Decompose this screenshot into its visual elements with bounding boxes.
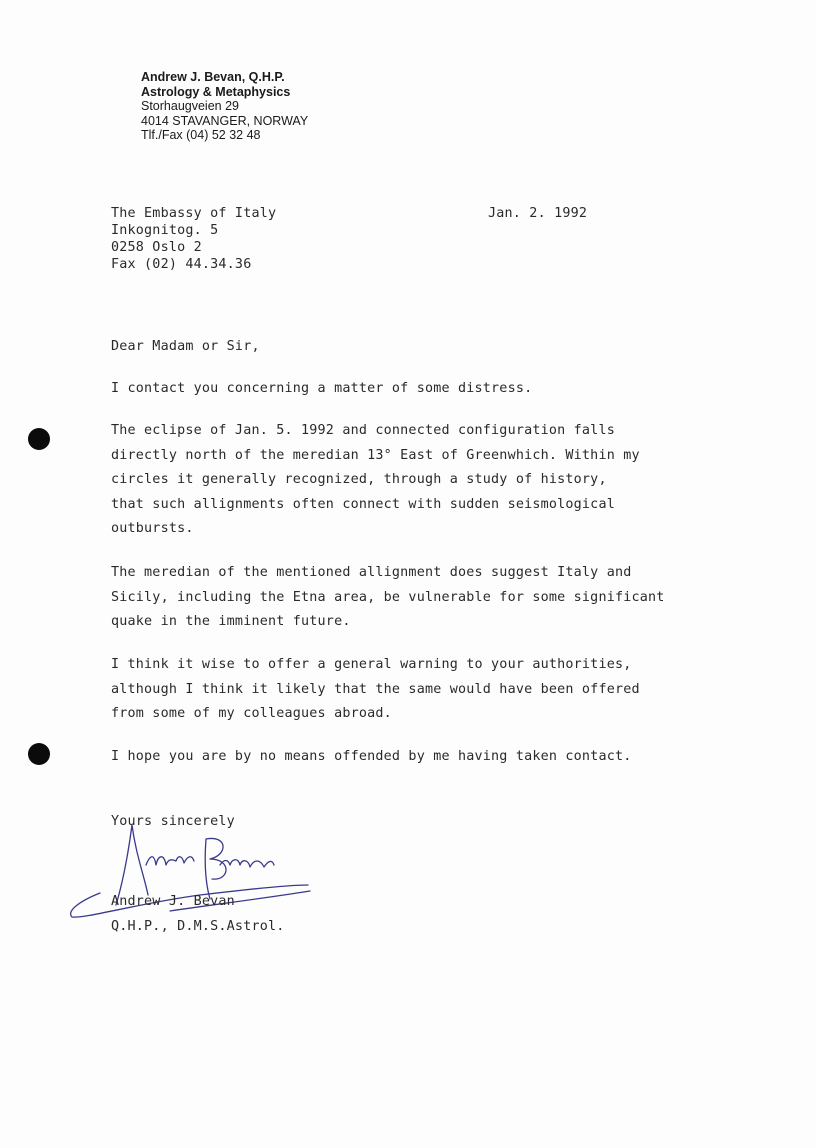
paragraph-line: Sicily, including the Etna area, be vulnerable for some significant — [111, 589, 665, 605]
letterhead-phone: Tlf./Fax (04) 52 32 48 — [141, 128, 261, 142]
letterhead-name: Andrew J. Bevan, Q.H.P. — [141, 70, 285, 84]
recipient-line: Inkognitog. 5 — [111, 223, 219, 238]
recipient-line: 0258 Oslo 2 — [111, 240, 202, 255]
paragraph-line: I hope you are by no means offended by me having taken contact. — [111, 749, 632, 764]
paragraph-5 — [111, 745, 632, 770]
paragraph-line: circles it generally recognized, through a study of history, — [111, 472, 607, 487]
paragraph-line: although I think it likely that the same would have been offered — [111, 681, 640, 697]
paragraph-3 — [111, 561, 665, 635]
punch-hole — [28, 743, 50, 765]
letter-date: Jan. 2. 1992 — [488, 206, 588, 221]
paragraph-line: that such allignments often connect with sudden seismological — [111, 496, 615, 512]
closing: Yours sincerely — [111, 814, 235, 829]
paragraph-4 — [111, 653, 640, 727]
paragraph-line: I think it wise to offer a general warning to your authorities, — [111, 657, 632, 672]
recipient-line: The Embassy of Italy — [111, 206, 277, 221]
signer-credentials: Q.H.P., D.M.S.Astrol. — [111, 919, 285, 934]
salutation: Dear Madam or Sir, — [111, 339, 260, 354]
paragraph-1 — [111, 377, 532, 402]
paragraph-line: The eclipse of Jan. 5. 1992 and connected configuration falls — [111, 423, 615, 438]
paragraph-line: directly north of the meredian 13° East of Greenwhich. Within my — [111, 447, 640, 463]
letterhead-city: 4014 STAVANGER, NORWAY — [141, 113, 309, 128]
signer-block — [111, 889, 285, 939]
recipient-address — [111, 205, 276, 273]
letterhead — [141, 70, 308, 143]
recipient-line: Fax (02) 44.34.36 — [111, 257, 252, 272]
letterhead-street: Storhaugveien 29 — [141, 99, 239, 113]
punch-hole — [28, 428, 50, 450]
paragraph-line: from some of my colleagues abroad. — [111, 706, 392, 721]
paragraph-line: I contact you concerning a matter of some distress. — [111, 381, 533, 396]
paragraph-line: outbursts. — [111, 521, 194, 536]
paragraph-line: The meredian of the mentioned allignment does suggest Italy and — [111, 565, 632, 580]
paragraph-2 — [111, 419, 640, 542]
paragraph-line: quake in the imminent future. — [111, 614, 351, 629]
letterhead-profession: Astrology & Metaphysics — [141, 84, 291, 99]
signer-name: Andrew J. Bevan — [111, 894, 235, 909]
